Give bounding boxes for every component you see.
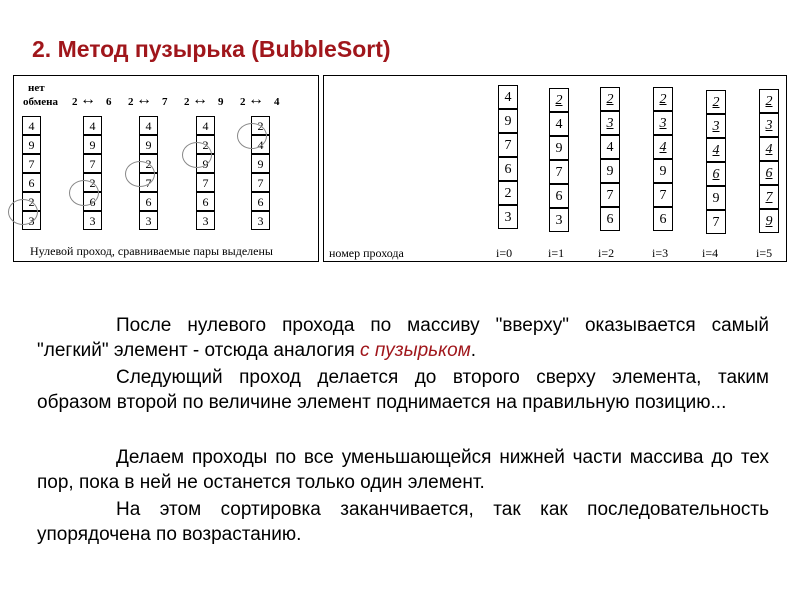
pass-cell: 3 [549, 208, 569, 232]
zero-pass-cell: 9 [139, 135, 158, 154]
pass-cell: 7 [600, 183, 620, 207]
pass-label: i=0 [496, 246, 513, 260]
pass-cell: 9 [653, 159, 673, 183]
zero-pass-cell: 9 [83, 135, 102, 154]
zero-pass-cell: 4 [196, 116, 215, 135]
pair-label-first: 2 [184, 96, 190, 108]
zero-pass-cell: 7 [196, 173, 215, 192]
pass-cell: 9 [759, 209, 779, 233]
zero-pass-cell: 6 [83, 192, 102, 211]
zero-pass-cell: 9 [22, 135, 41, 154]
compared-pair-oval [125, 161, 155, 187]
pass-cell: 9 [549, 136, 569, 160]
zero-pass-cell: 6 [22, 173, 41, 192]
pass-cell: 6 [706, 162, 726, 186]
zero-pass-cell: 3 [196, 211, 215, 230]
pass-label: i=2 [598, 246, 615, 260]
zero-pass-cell: 9 [251, 154, 270, 173]
pass-cell: 4 [549, 112, 569, 136]
zero-pass-cell: 4 [251, 135, 270, 154]
zero-pass-caption: Нулевой проход, сравниваемые пары выделены [30, 244, 273, 258]
double-arrow-icon: ↔ [80, 91, 96, 108]
zero-pass-cell: 3 [22, 211, 41, 230]
double-arrow-icon: ↔ [248, 91, 264, 108]
pass-cell: 6 [549, 184, 569, 208]
pass-cell: 7 [706, 210, 726, 234]
pair-label-second: 9 [218, 96, 224, 108]
zero-pass-cell: 4 [22, 116, 41, 135]
double-arrow-icon: ↔ [136, 91, 152, 108]
pass-cell: 7 [549, 160, 569, 184]
zero-pass-cell: 4 [83, 116, 102, 135]
zero-pass-cell: 7 [139, 173, 158, 192]
compared-pair-oval [237, 123, 267, 149]
pass-cell: 2 [653, 87, 673, 111]
pair-label-first: 2 [240, 96, 246, 108]
zero-pass-cell: 3 [139, 211, 158, 230]
pass-cell: 3 [759, 113, 779, 137]
zero-pass-cell: 7 [22, 154, 41, 173]
pass-cell: 9 [498, 109, 518, 133]
pass-cell: 3 [706, 114, 726, 138]
pass-cell: 2 [549, 88, 569, 112]
double-arrow-icon: ↔ [192, 91, 208, 108]
pair-label-second: 6 [106, 96, 112, 108]
zero-pass-cell: 2 [196, 135, 215, 154]
zero-pass-cell: 6 [196, 192, 215, 211]
pass-cell: 6 [759, 161, 779, 185]
pass-cell: 3 [600, 111, 620, 135]
pass-cell: 4 [600, 135, 620, 159]
pass-cell: 4 [706, 138, 726, 162]
pass-cell: 7 [759, 185, 779, 209]
pass-label: i=3 [652, 246, 669, 260]
paragraph-1-end: . [470, 339, 476, 361]
no-exchange-label-line2: обмена [23, 96, 58, 108]
zero-pass-diagram [13, 75, 319, 262]
paragraph-4: На этом сортировка заканчивается, так как последовательность упорядочена по возрастанию. [37, 499, 769, 545]
pair-label-second: 4 [274, 96, 280, 108]
pass-cell: 7 [653, 183, 673, 207]
compared-pair-oval [8, 199, 38, 225]
no-exchange-label-line1: нет [28, 82, 45, 94]
zero-pass-cell: 3 [251, 211, 270, 230]
pass-cell: 7 [498, 133, 518, 157]
paragraph-1-text: После нулевого прохода по массиву "вверху" оказывается самый "легкий" элемент - отсюда аналогия [37, 315, 769, 361]
pass-cell: 6 [498, 157, 518, 181]
pass-label: i=4 [702, 246, 719, 260]
zero-pass-cell: 3 [83, 211, 102, 230]
bubble-highlight: с пузырьком [360, 339, 471, 361]
pass-label: i=1 [548, 246, 565, 260]
zero-pass-cell: 7 [251, 173, 270, 192]
zero-pass-cell: 2 [139, 154, 158, 173]
zero-pass-cell: 7 [83, 154, 102, 173]
pass-cell: 2 [498, 181, 518, 205]
page-title: 2. Метод пузырька (BubbleSort) [32, 36, 391, 62]
zero-pass-cell: 6 [251, 192, 270, 211]
pass-cell: 9 [706, 186, 726, 210]
zero-pass-cell: 2 [251, 116, 270, 135]
zero-pass-cell: 9 [196, 154, 215, 173]
pass-cell: 4 [653, 135, 673, 159]
pass-cell: 4 [498, 85, 518, 109]
paragraph-1 [37, 314, 769, 363]
zero-pass-cell: 2 [22, 192, 41, 211]
pass-cell: 6 [653, 207, 673, 231]
pass-cell: 3 [498, 205, 518, 229]
zero-pass-cell: 4 [139, 116, 158, 135]
pass-cell: 2 [759, 89, 779, 113]
zero-pass-cell: 2 [83, 173, 102, 192]
pass-number-caption: номер прохода [329, 246, 404, 260]
zero-pass-cell: 6 [139, 192, 158, 211]
pass-cell: 2 [600, 87, 620, 111]
compared-pair-oval [182, 142, 212, 168]
paragraph-2: Следующий проход делается до второго сверху элемента, таким образом второй по величине элемент поднимается на правильную позицию... [37, 367, 769, 413]
pass-cell: 2 [706, 90, 726, 114]
paragraph-3: Делаем проходы по все уменьшающейся нижней части массива до тех пор, пока в ней не останется только один элемент. [37, 447, 769, 493]
pass-label: i=5 [756, 246, 773, 260]
pair-label-first: 2 [72, 96, 78, 108]
passes-diagram [323, 75, 787, 262]
pair-label-second: 7 [162, 96, 168, 108]
pass-cell: 9 [600, 159, 620, 183]
pass-cell: 3 [653, 111, 673, 135]
pair-label-first: 2 [128, 96, 134, 108]
compared-pair-oval [69, 180, 99, 206]
pass-cell: 6 [600, 207, 620, 231]
pass-cell: 4 [759, 137, 779, 161]
